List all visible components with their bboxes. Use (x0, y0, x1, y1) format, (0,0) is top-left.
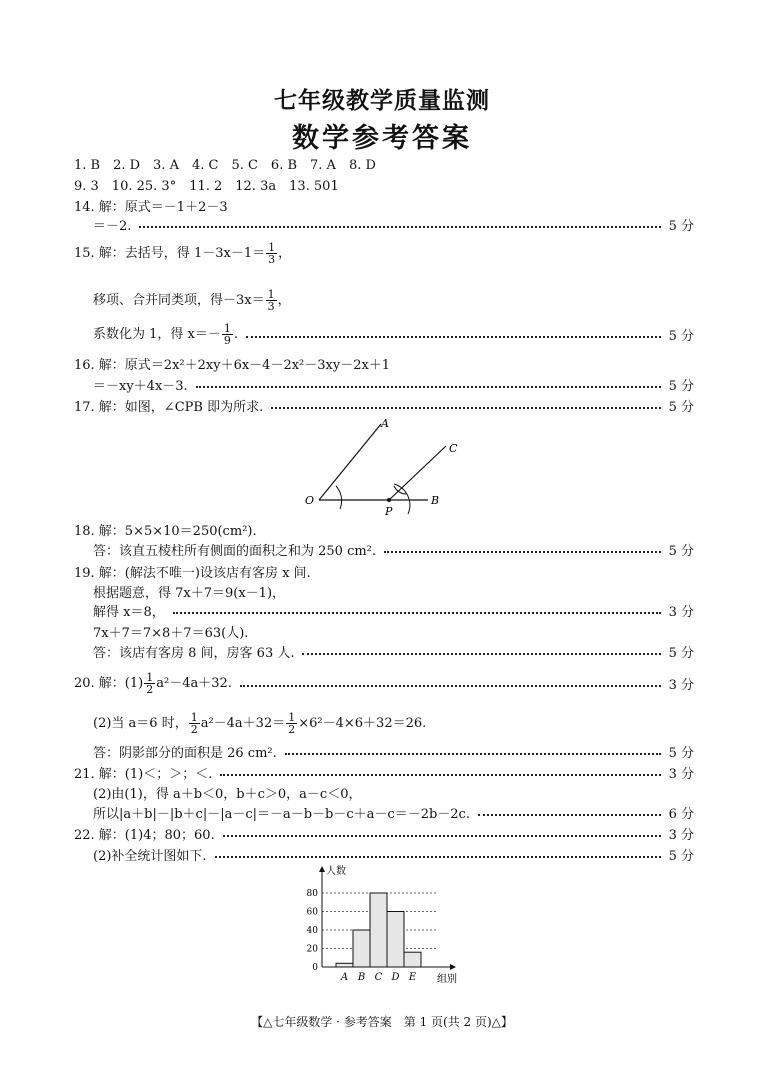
y-tick-label: 20 (306, 944, 318, 955)
score: 5 分 (668, 645, 694, 661)
q14-line2: ＝－2. 5 分 (93, 214, 694, 234)
q19-line4: 7x＋7＝7×8＋7＝63(人). (93, 626, 249, 641)
q14-line1: 14. 解：原式＝－1＋2－3 (74, 200, 228, 215)
y-tick-label: 40 (306, 926, 318, 936)
bar-B (353, 930, 370, 967)
q17-line1: 17. 解：如图，∠CPB 即为所求. 5 分 (74, 395, 694, 415)
y-tick-label: 0 (312, 963, 318, 973)
score: 5 分 (668, 399, 694, 415)
x-tick-label: D (391, 972, 400, 983)
q19-line2: 根据题意，得 7x＋7＝9(x－1)， (93, 586, 286, 601)
q15-line1: 15. 解：去括号，得 1－3x－1＝ $\frac{1}{3}$ ， (74, 241, 292, 266)
score: 5 分 (668, 848, 694, 864)
q21-line1: 21. 解：(1)＜；＞；＜. 3 分 (74, 762, 694, 782)
bar-D (387, 912, 404, 968)
score: 5 分 (668, 745, 694, 761)
q22-line1: 22. 解：(1)4；80；60. 3 分 (74, 823, 694, 843)
y-axis-arrow (319, 866, 325, 872)
q19-line1: 19. 解：(解法不唯一)设该店有客房 x 间. (74, 566, 311, 581)
label-b: B (431, 494, 440, 507)
x-tick-label: C (374, 972, 383, 983)
score: 3 分 (668, 604, 694, 620)
x-tick-label: E (408, 972, 417, 983)
bar-C (370, 893, 387, 967)
q18-line2: 答：该直五棱柱所有侧面的面积之和为 250 cm². 5 分 (93, 539, 694, 559)
score: 3 分 (668, 827, 694, 843)
q22-line2: (2)补全统计图如下. 5 分 (93, 844, 694, 864)
x-tick-label: A (340, 972, 349, 983)
q19-line5: 答：该店有客房 8 间，房客 63 人. 5 分 (93, 641, 694, 661)
score: 6 分 (668, 806, 694, 822)
page-subtitle: 数学参考答案 (292, 123, 472, 154)
score: 5 分 (668, 218, 694, 234)
label-p: P (385, 505, 393, 518)
bar-A (336, 963, 353, 967)
label-a: A (381, 417, 389, 430)
bar-E (404, 952, 421, 967)
q16-line2: ＝－xy＋4x－3. 5 分 (93, 374, 694, 394)
q15-line2: 移项、合并同类项，得－3x＝ $\frac{1}{3}$ ， (93, 288, 291, 313)
q15-line3: 系数化为 1，得 x＝－ $\frac{1}{9}$ . 5 分 (93, 321, 694, 347)
q20-line3: 答：阴影部分的面积是 26 cm². 5 分 (93, 741, 694, 761)
angle-construction-figure (296, 414, 466, 518)
q21-line2: (2)由(1)，得 a＋b＜0，b＋c＞0，a－c＜0， (93, 787, 362, 802)
q19-line3: 解得 x＝8， 3 分 (93, 600, 694, 620)
label-o: O (305, 494, 315, 507)
statistics-bar-chart (300, 862, 470, 984)
score: 5 分 (668, 378, 694, 394)
q16-line1: 16. 解：原式＝2x²＋2xy＋6x－4－2x²－3xy－2x＋1 (74, 358, 391, 373)
q18-line1: 18. 解：5×5×10＝250(cm²). (74, 524, 257, 539)
choice-answers-row2: 9. 3 10. 25. 3° 11. 2 12. 3a 13. 501 (74, 179, 339, 194)
score: 5 分 (668, 328, 694, 344)
page-title: 七年级教学质量监测 (274, 87, 490, 114)
y-tick-label: 80 (306, 889, 318, 899)
label-c: C (449, 442, 458, 455)
x-axis-label: 组别 (437, 974, 457, 984)
x-tick-label: B (357, 972, 366, 983)
q20-line2: (2)当 a＝6 时， $\frac{1}{2}$ a²－4a＋32＝ $\frac{1}{2}$ ×6²－4×6＋32＝26. (93, 711, 427, 736)
q21-line3: 所以|a＋b|－|b＋c|－|a－c|＝－a－b－b－c＋a－c＝－2b－2c. 6 分 (93, 802, 694, 822)
score: 3 分 (668, 766, 694, 782)
q20-line1: 20. 解：(1) $\frac{1}{2}$ a²－4a＋32. 3 分 (74, 670, 694, 696)
y-tick-label: 60 (306, 907, 318, 918)
x-axis-arrow (450, 964, 456, 970)
choice-answers-row1: 1. B 2. D 3. A 4. C 5. C 6. B 7. A 8. D (74, 158, 376, 173)
page-footer: 【△七年级数学 · 参考答案 第 1 页(共 2 页)△】 (251, 1015, 513, 1029)
score: 5 分 (668, 543, 694, 559)
y-axis-label: 人数 (326, 866, 346, 877)
score: 3 分 (668, 677, 694, 693)
